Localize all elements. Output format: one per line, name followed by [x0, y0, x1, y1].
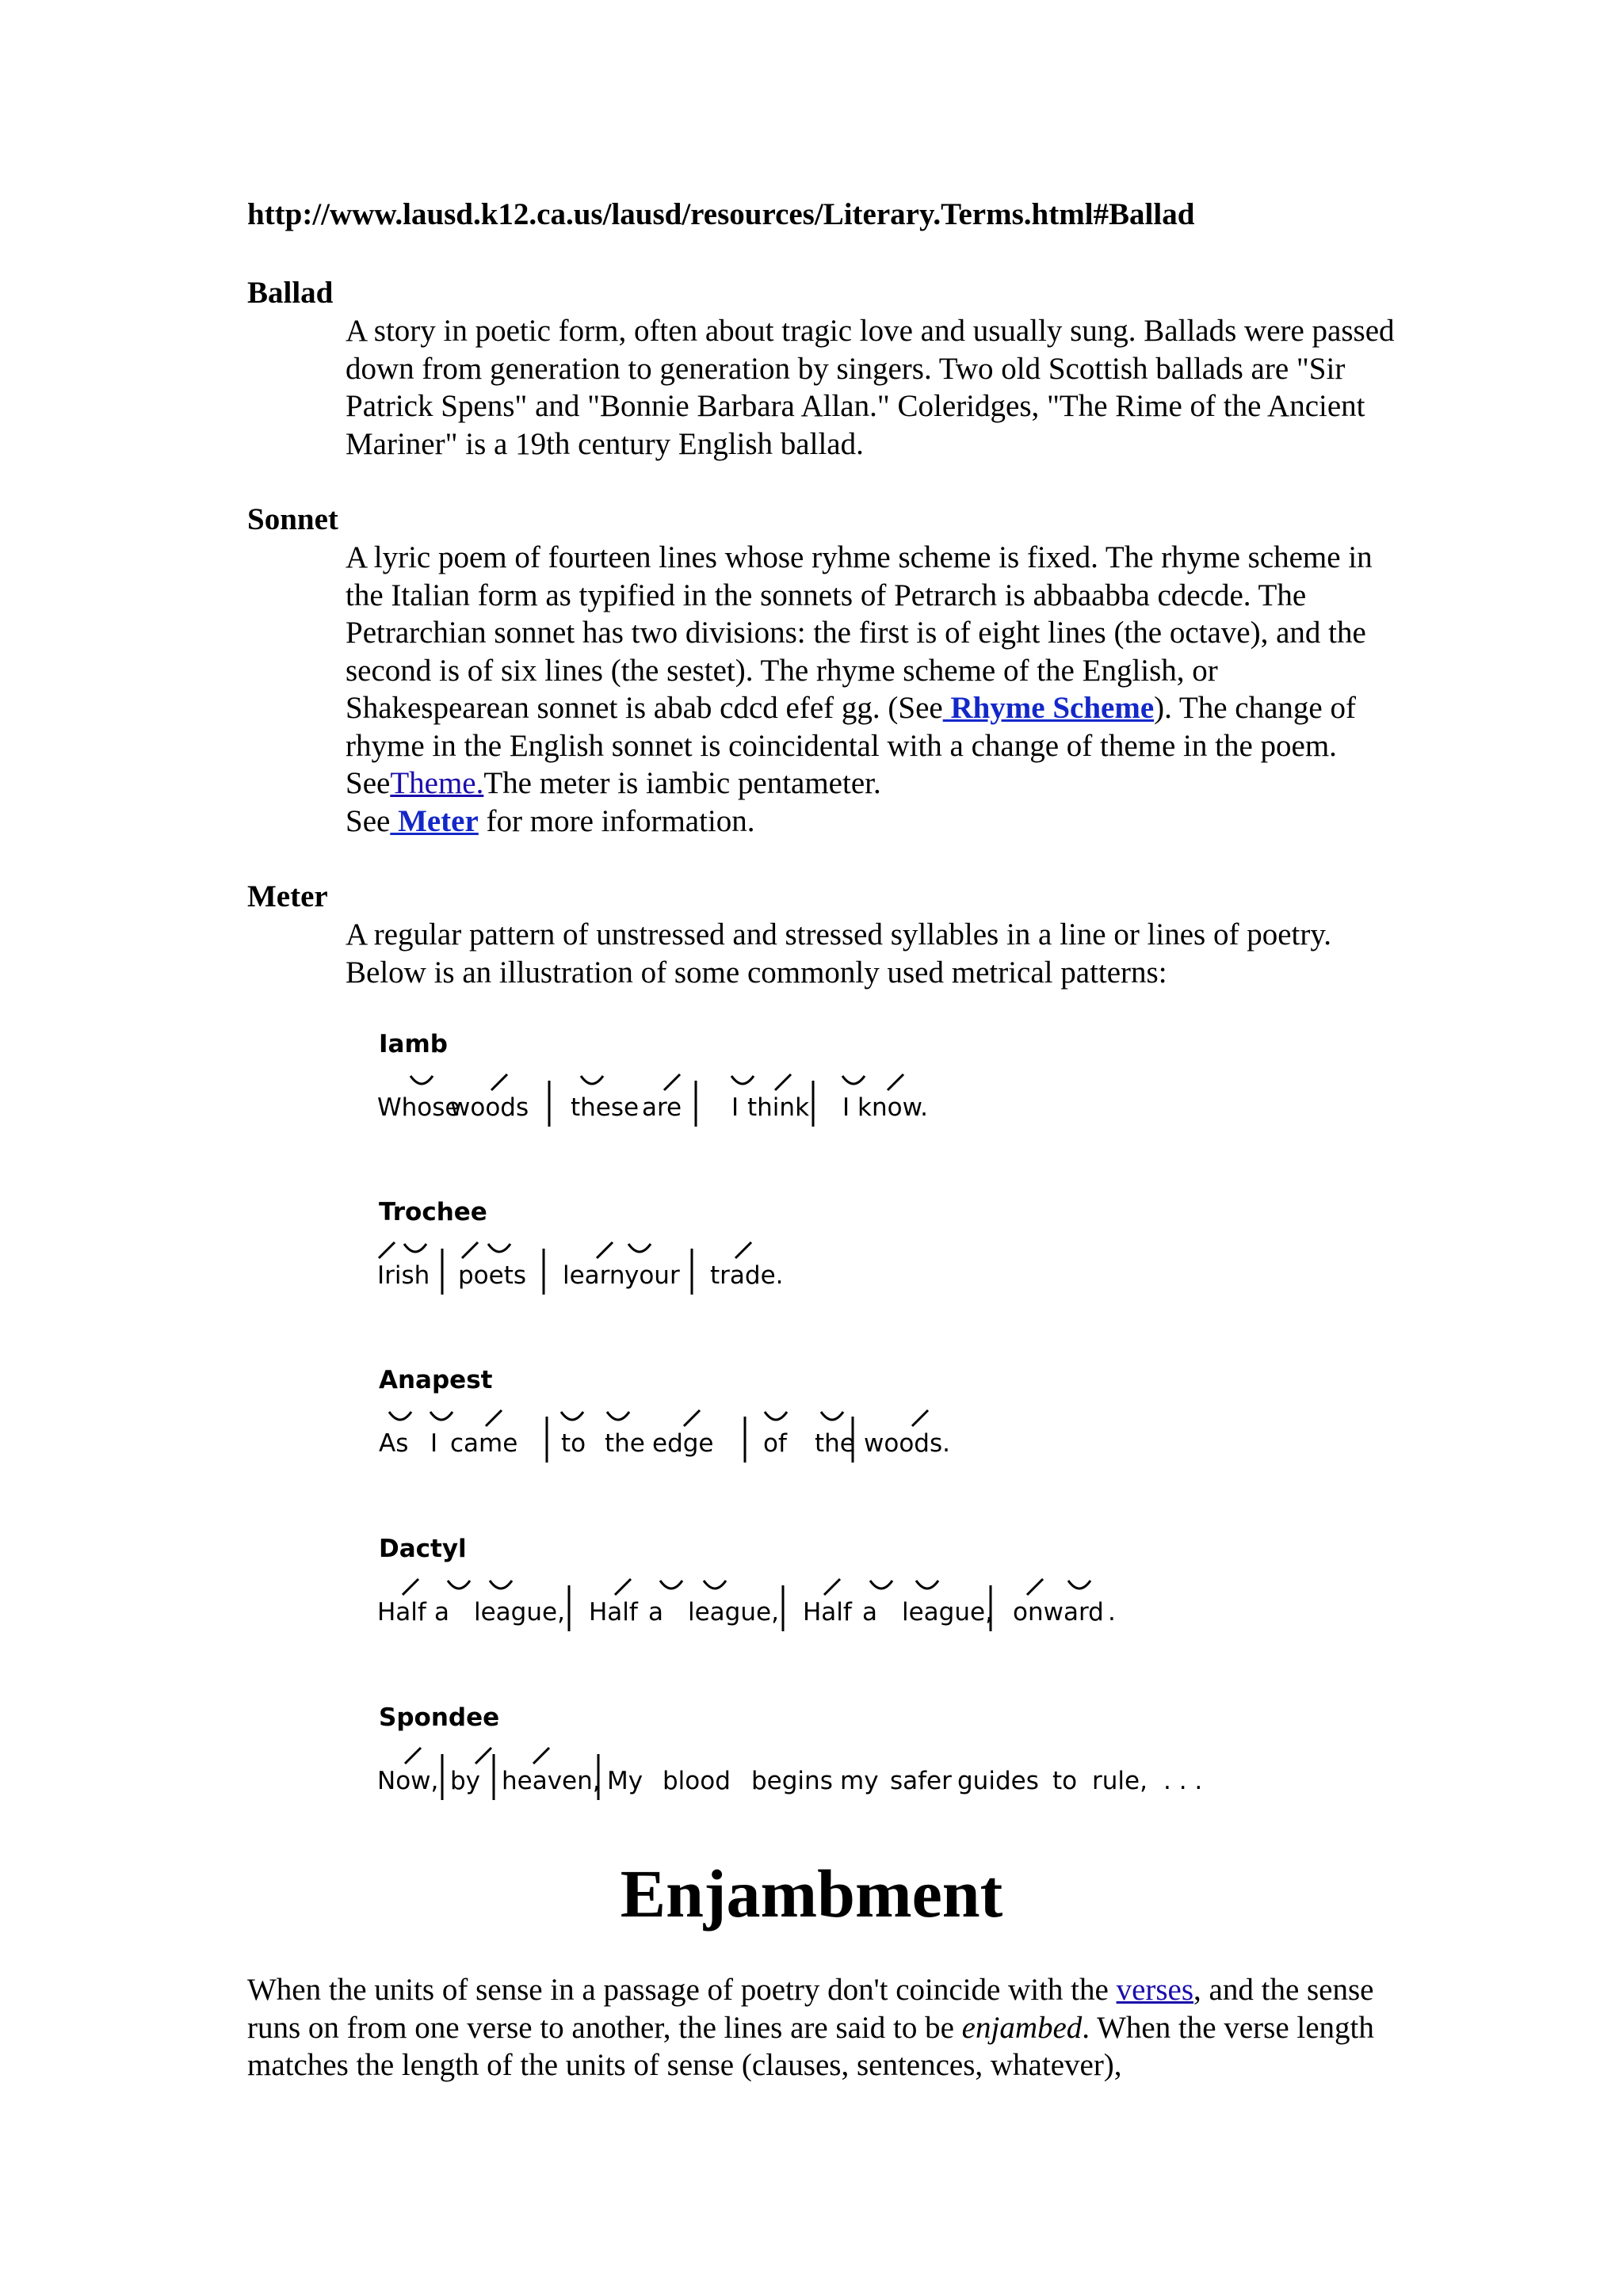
unstressed-mark [490, 1581, 512, 1589]
pattern-word: As [379, 1429, 409, 1458]
pattern-word: by [450, 1767, 481, 1795]
enjambment-text-3: . When the verse length matches the length of the units of sense (clauses, sentences, whatever), [247, 2010, 1374, 2082]
stressed-mark [462, 1242, 478, 1258]
unstressed-mark [448, 1581, 470, 1589]
definition-meter: A regular pattern of unstressed and stressed syllables in a line or lines of poetry. Below is an illustration of some commonly used metrical patterns: [346, 917, 1332, 990]
pattern-word: edge [652, 1429, 714, 1458]
meter-pattern-dactyl [377, 1535, 1116, 1631]
definition-ballad: A story in poetic form, often about tragic love and usually sung. Ballads were passed down from generation to generation by singers. Two old Scottish ballads are "Sir Patrick Spens" and "Bonnie Barbara Allan." Coleridges, "The Rime of the Ancient Mariner" is a 19th century English ballad. [346, 314, 1395, 461]
definition-sonnet [346, 539, 1400, 840]
pattern-word: the [605, 1429, 645, 1458]
stressed-mark [912, 1410, 928, 1426]
pattern-word: a [434, 1598, 449, 1627]
stressed-mark [533, 1748, 549, 1764]
sonnet-text-1: A lyric poem of fourteen lines whose ryhme scheme is fixed. The rhyme scheme in the Italian form as typified in the sonnets of Petrarch is abbaabba cdecde. The Petrarchian sonnet has two divisions: the first is of eight lines (the octave), and the second is of six lines (the sestet). The rhyme scheme of the English, or Shakespearean sonnet is abab cdcd efef gg. (See [346, 540, 1373, 725]
stressed-mark [597, 1242, 613, 1258]
pattern-word: begins [751, 1767, 833, 1795]
term-sonnet: Sonnet [247, 502, 338, 536]
link-meter[interactable]: Meter [390, 803, 479, 838]
sonnet-text-3: The meter is iambic pentameter. [483, 766, 881, 800]
pattern-word: know. [857, 1093, 928, 1122]
pattern-word: I [430, 1429, 438, 1458]
pattern-word: league, [902, 1598, 993, 1627]
stressed-mark [1027, 1579, 1043, 1595]
pattern-word: Now, [377, 1767, 439, 1795]
sonnet-text-4: See [346, 803, 391, 838]
pattern-word: poets [458, 1261, 527, 1290]
pattern-word: heaven, [502, 1767, 601, 1795]
pattern-word: Half [589, 1598, 638, 1627]
stressed-mark [475, 1748, 491, 1764]
pattern-name: Iamb [379, 1030, 448, 1058]
pattern-word: of [763, 1429, 787, 1458]
pattern-word: Whose [377, 1093, 460, 1122]
pattern-word: the [815, 1429, 855, 1458]
stressed-mark [403, 1579, 418, 1595]
pattern-word: to [1052, 1767, 1078, 1795]
link-theme[interactable]: Theme. [390, 766, 484, 800]
enjambment-text-2: , and the sense runs on from one verse to another, the lines are said to be [247, 1973, 1374, 2045]
pattern-name: Dactyl [379, 1535, 467, 1563]
pattern-word: my [840, 1767, 879, 1795]
pattern-word: safer [890, 1767, 952, 1795]
stressed-mark [491, 1074, 507, 1090]
stressed-mark [615, 1579, 631, 1595]
paragraph-enjambment [247, 1971, 1388, 2084]
pattern-word: your [624, 1261, 680, 1290]
unstressed-mark [660, 1581, 682, 1589]
unstressed-mark [404, 1244, 426, 1252]
stressed-mark [735, 1242, 751, 1258]
sonnet-text-2: ). The change of rhyme in the English sonnet is coincidental with a change of theme in the poem. See [346, 691, 1356, 800]
pattern-name: Trochee [379, 1198, 487, 1226]
pattern-word: My [607, 1767, 643, 1795]
pattern-word: I [731, 1093, 739, 1122]
stressed-mark [824, 1579, 840, 1595]
meter-patterns-figure [371, 1030, 1243, 1814]
stressed-mark [775, 1074, 791, 1090]
unstressed-mark [389, 1412, 411, 1420]
meter-patterns-diagram [371, 1030, 1243, 1814]
pattern-word: league, [688, 1598, 779, 1627]
enjambment-emphasis: enjambed [961, 2010, 1083, 2045]
pattern-word: a [862, 1598, 877, 1627]
link-verses[interactable]: verses [1116, 1973, 1194, 2007]
stressed-mark [486, 1410, 502, 1426]
pattern-word: Half [377, 1598, 426, 1627]
unstressed-mark [870, 1581, 892, 1589]
term-ballad: Ballad [247, 276, 334, 310]
unstressed-mark [765, 1412, 787, 1420]
pattern-word: blood [663, 1767, 731, 1795]
pattern-word: I [842, 1093, 850, 1122]
unstressed-mark [561, 1412, 583, 1420]
unstressed-mark [842, 1076, 865, 1084]
meter-pattern-anapest [379, 1366, 950, 1463]
meter-pattern-iamb [377, 1030, 928, 1127]
meter-pattern-spondee [377, 1703, 1202, 1800]
pattern-word: guides [957, 1767, 1039, 1795]
stressed-mark [379, 1242, 395, 1258]
sonnet-text-5: for more information. [478, 803, 755, 838]
pattern-word: . . . [1163, 1767, 1203, 1795]
term-meter: Meter [247, 879, 328, 913]
pattern-name: Spondee [379, 1703, 500, 1732]
link-rhyme-scheme[interactable]: Rhyme Scheme [942, 691, 1155, 725]
stressed-mark [888, 1074, 903, 1090]
unstressed-mark [581, 1076, 603, 1084]
unstressed-mark [1068, 1581, 1090, 1589]
pattern-name: Anapest [379, 1366, 493, 1394]
unstressed-mark [488, 1244, 510, 1252]
pattern-word: think [747, 1093, 810, 1122]
unstressed-mark [704, 1581, 726, 1589]
unstressed-mark [411, 1076, 433, 1084]
stressed-mark [664, 1074, 680, 1090]
unstressed-mark [916, 1581, 938, 1589]
pattern-word: woods. [864, 1429, 950, 1458]
pattern-word: a [648, 1598, 663, 1627]
pattern-word: . [1108, 1598, 1116, 1627]
pattern-word: Irish [377, 1261, 430, 1290]
pattern-word: came [450, 1429, 518, 1458]
unstressed-mark [821, 1412, 843, 1420]
unstressed-mark [731, 1076, 754, 1084]
pattern-word: these [571, 1093, 640, 1122]
pattern-word: trade. [710, 1261, 784, 1290]
enjambment-text-1: When the units of sense in a passage of poetry don't coincide with the [247, 1973, 1117, 2007]
pattern-word: Half [803, 1598, 852, 1627]
pattern-word: woods [450, 1093, 529, 1122]
pattern-word: to [561, 1429, 586, 1458]
stressed-mark [405, 1748, 421, 1764]
unstressed-mark [607, 1412, 629, 1420]
unstressed-mark [628, 1244, 651, 1252]
stressed-mark [684, 1410, 700, 1426]
pattern-word: learn [563, 1261, 625, 1290]
source-url: http://www.lausd.k12.ca.us/lausd/resources/Literary.Terms.html#Ballad [247, 197, 1195, 231]
meter-pattern-trochee [377, 1198, 784, 1295]
pattern-word: onward [1013, 1598, 1104, 1627]
pattern-word: rule, [1092, 1767, 1148, 1795]
pattern-word: are [642, 1093, 682, 1122]
heading-enjambment: Enjambment [620, 1855, 1003, 1932]
unstressed-mark [430, 1412, 453, 1420]
pattern-word: league, [474, 1598, 565, 1627]
